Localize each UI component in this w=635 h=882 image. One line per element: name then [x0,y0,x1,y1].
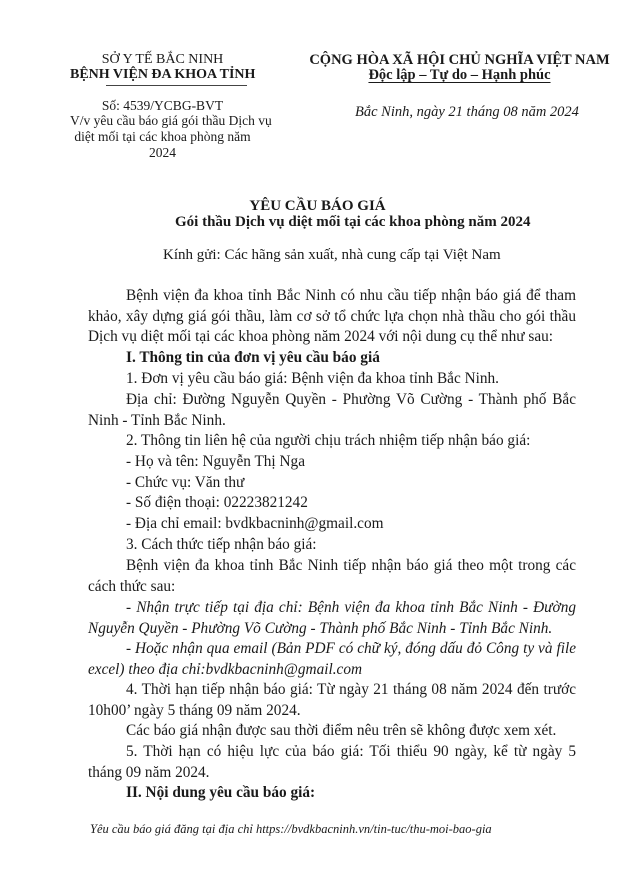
item-3-method: 3. Cách thức tiếp nhận báo giá: [126,536,317,553]
hospital-name: BỆNH VIỆN ĐA KHOA TỈNH [70,67,256,82]
item-5-validity: 5. Thời hạn có hiệu lực của báo giá: Tối thiểu 90 ngày, kể từ ngày 5 tháng 09 năm 2024. [88,743,576,781]
unit-address: Địa chỉ: Đường Nguyễn Quyền - Phường Võ Cường - Thành phố Bắc Ninh - Tỉnh Bắc Ninh. [88,391,576,429]
national-motto: Độc lập – Tự do – Hạnh phúc [368,67,551,83]
item-4-deadline: 4. Thời hạn tiếp nhận báo giá: Từ ngày 21 tháng 08 năm 2024 đến trước 10h00’ ngày 5 tháng 09 năm 2024. [88,681,576,719]
intro-paragraph: Bệnh viện đa khoa tỉnh Bắc Ninh có nhu cầu tiếp nhận báo giá để tham khảo, xây dựng giá gói thầu, làm cơ sở tổ chức lựa chọn nhà thầu cho gói thầu Dịch vụ diệt mối tại các khoa phòng năm 2024 với nội dung cụ thể như sau: [88,287,576,346]
method-email: - Hoặc nhận qua email (Bản PDF có chữ ký, đóng dấu đỏ Công ty và file excel) theo địa chỉ:bvdkbacninh@gmail.com [88,640,576,678]
subject-line-1: V/v yêu cầu báo giá gói thầu Dịch vụ [70,113,272,128]
document-subtitle: Gói thầu Dịch vụ diệt mối tại các khoa phòng năm 2024 [175,214,531,230]
item-1-unit: 1. Đơn vị yêu cầu báo giá: Bệnh viện đa khoa tỉnh Bắc Ninh. [126,370,500,387]
document-number: Số: 4539/YCBG-BVT [101,98,224,113]
subject-line-3: 2024 [149,145,176,160]
agency-name: SỞ Y TẾ BẮC NINH [101,52,224,67]
contact-position: - Chức vụ: Văn thư [126,474,245,491]
contact-name: - Họ và tên: Nguyễn Thị Nga [126,453,305,470]
contact-email: - Địa chỉ email: bvdkbacninh@gmail.com [126,515,384,532]
hospital-underline [106,85,247,86]
document-title: YÊU CẦU BÁO GIÁ [249,198,386,214]
section-2-heading: II. Nội dung yêu cầu báo giá: [126,784,316,801]
item-2-contact: 2. Thông tin liên hệ của người chịu trách nhiệm tiếp nhận báo giá: [126,432,531,449]
place-date: Bắc Ninh, ngày 21 tháng 08 năm 2024 [355,104,579,120]
subject-line-2: diệt mối tại các khoa phòng năm [74,129,251,144]
nation-title: CỘNG HÒA XÃ HỘI CHỦ NGHĨA VIỆT NAM [309,52,610,68]
item-4-note: Các báo giá nhận được sau thời điểm nêu trên sẽ không được xem xét. [126,722,557,739]
section-1-heading: I. Thông tin của đơn vị yêu cầu báo giá [126,349,380,366]
recipient: Kính gửi: Các hãng sản xuất, nhà cung cấp tại Việt Nam [163,247,501,263]
item-3-description: Bệnh viện đa khoa tỉnh Bắc Ninh tiếp nhận báo giá theo một trong các cách thức sau: [88,557,576,595]
method-in-person: - Nhận trực tiếp tại địa chỉ: Bệnh viện đa khoa tỉnh Bắc Ninh - Đường Nguyễn Quyền - Phường Võ Cường - Thành phố Bắc Ninh - Tỉnh Bắc Ninh. [88,599,576,637]
contact-phone: - Số điện thoại: 02223821242 [126,494,308,511]
footer-note: Yêu cầu báo giá đăng tại địa chỉ https://bvdkbacninh.vn/tin-tuc/thu-moi-bao-gia [90,822,492,836]
